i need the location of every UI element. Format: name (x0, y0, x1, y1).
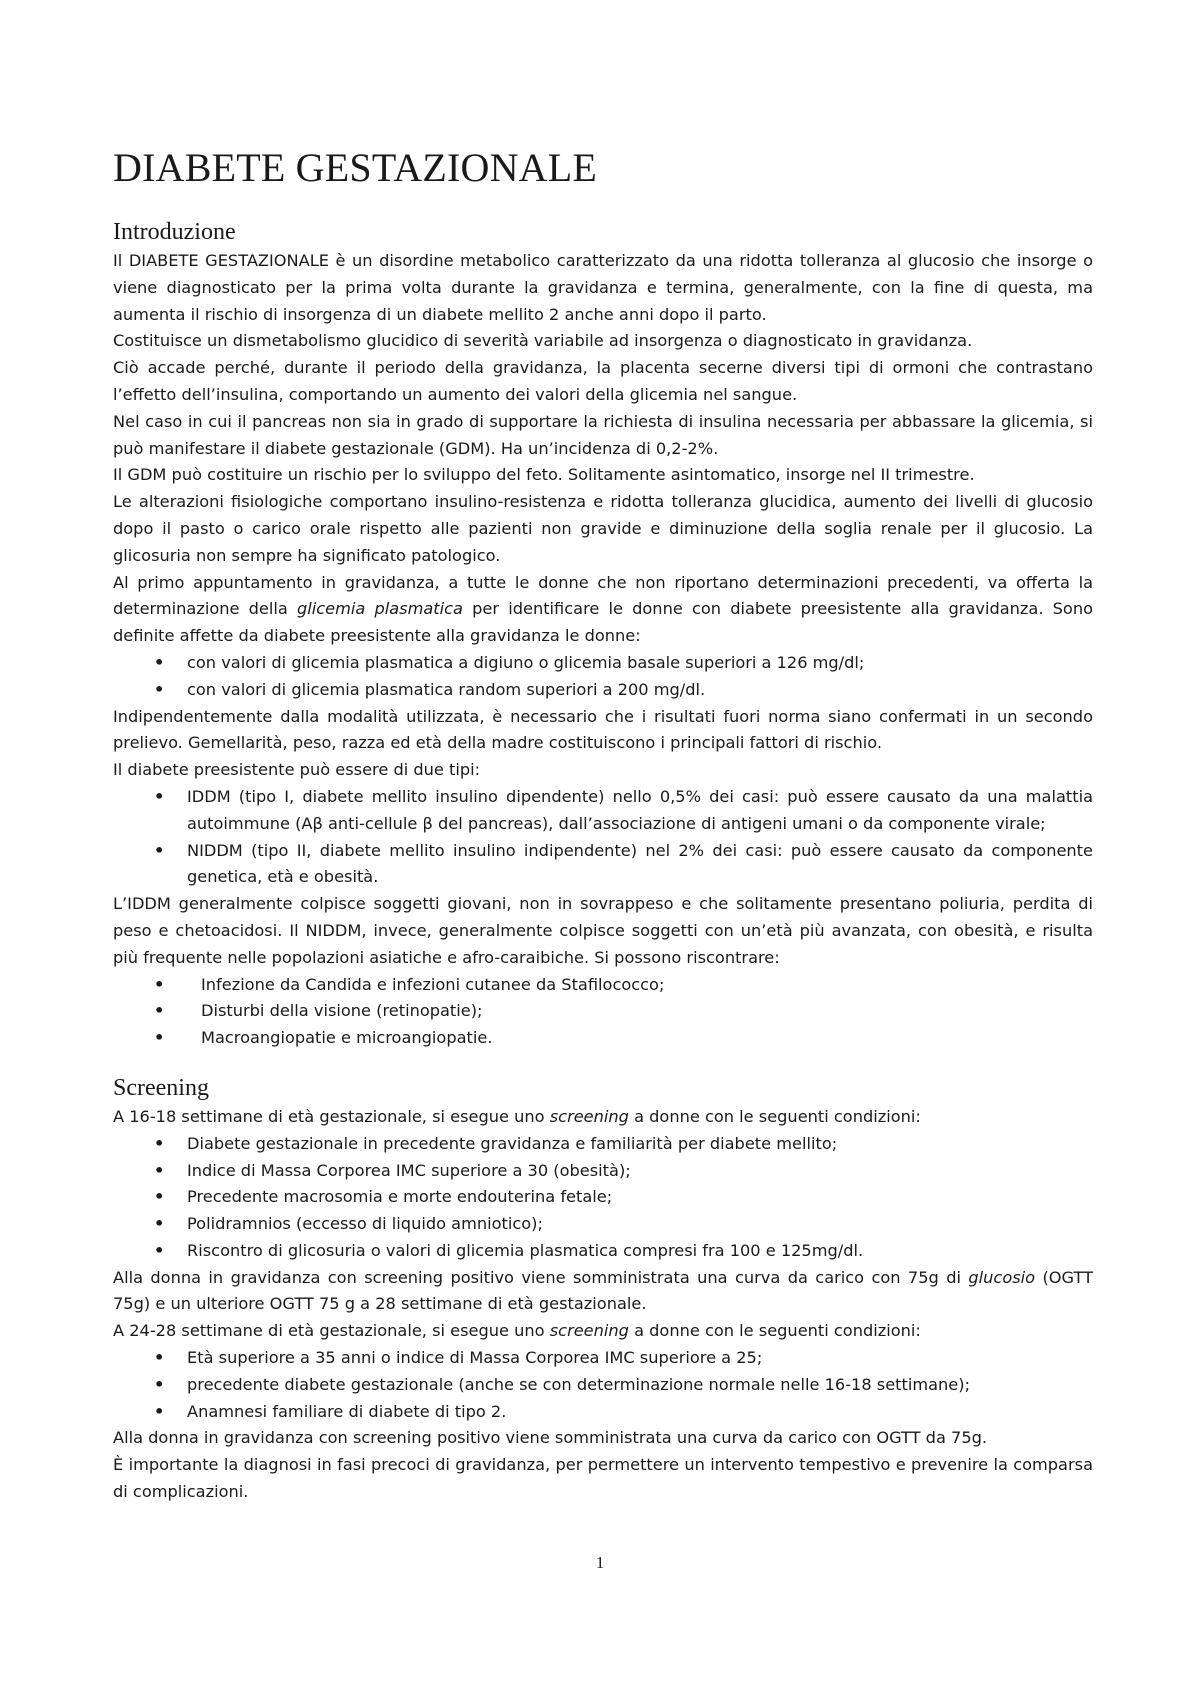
intro-paragraph-due-tipi: Il diabete preesistente può essere di due tipi: (113, 760, 481, 780)
text-run: Alla donna in gravidanza con screening positivo viene somministrata una curva da carico con 75g di (113, 1267, 969, 1287)
list-item-iddm: • IDDM (tipo I, diabete mellito insulino dipendente) nello 0,5% dei casi: può essere causato da una malattia autoimmune (Aβ anti-cellule β del pancreas), dall’associazione di antigeni umani o da componente virale; (113, 784, 1093, 838)
intro-paragraph-dismetabolismo: Costituisce un dismetabolismo glucidico di severità variabile ad insorgenza o diagnosticato in gravidanza. (113, 331, 973, 351)
intro-paragraph-placenta: Ciò accade perché, durante il periodo della gravidanza, la placenta secerne diversi tipi di ormoni che contrastano l’effetto dell’insulina, comportando un aumento dei valori della glicemia nel sangue. (113, 358, 1093, 404)
list-item: • precedente diabete gestazionale (anche se con determinazione normale nelle 16-18 settimane); (113, 1372, 1093, 1399)
text-run: Al primo appuntamento in gravidanza, a tutte le donne che non riportano determinazioni precedenti, va offerta la determinazione della (113, 572, 1093, 619)
section-heading-screening: Screening (113, 1074, 209, 1101)
screening-paragraph-diagnosi-precoce: È importante la diagnosi in fasi precoci di gravidanza, per permettere un intervento tempestivo e prevenire la comparsa di complicazioni. (113, 1455, 1093, 1502)
text-run: a donne con le seguenti condizioni: (628, 1321, 921, 1341)
list-complicanze (113, 972, 1093, 1052)
text-run: A 16-18 settimane di età gestazionale, si esegue uno (113, 1106, 550, 1126)
emphasis-screening: screening (549, 1106, 629, 1126)
screening-paragraph-24-28 (113, 1318, 1093, 1345)
list-item: • con valori di glicemia plasmatica a digiuno o glicemia basale superiori a 126 mg/dl; (113, 650, 1093, 677)
list-item: • con valori di glicemia plasmatica random superiori a 200 mg/dl. (113, 677, 1093, 704)
emphasis-screening: screening (549, 1321, 629, 1341)
section-heading-introduzione: Introduzione (113, 219, 236, 245)
list-item: • Diabete gestazionale in precedente gravidanza e familiarità per diabete mellito; (113, 1131, 1093, 1158)
document-title: DIABETE GESTAZIONALE (113, 145, 598, 190)
intro-paragraph-pancreas: Nel caso in cui il pancreas non sia in grado di supportare la richiesta di insulina necessaria per abbassare la glicemia, si può manifestare il diabete gestazionale (GDM). Ha un’incidenza di 0,2-2%. (113, 411, 1093, 458)
list-item-niddm: • NIDDM (tipo II, diabete mellito insulino indipendente) nel 2% dei casi: può essere causato da componente genetica, età e obesità. (113, 838, 1093, 892)
screening-paragraph-ogtt (113, 1265, 1093, 1319)
intro-paragraph-iddm-niddm: L’IDDM generalmente colpisce soggetti giovani, non in sovrappeso e che solitamente presentano poliuria, perdita di peso e chetoacidosi. Il NIDDM, invece, generalmente colpisce soggetti con un’età più avanzata, con obesità, e risulta più frequente nelle popolazioni asiatiche e afro-caraibiche. Si possono riscontrare: (113, 894, 1093, 967)
text-run: per identificare le donne con diabete preesistente alla gravidanza. Sono definite affette da diabete preesistente alla gravidanza le donne: (113, 599, 1093, 646)
list-diabete-preesistente-criteri (113, 650, 1093, 704)
list-item: • Precedente macrosomia e morte endouterina fetale; (113, 1184, 1093, 1211)
page-number: 1 (595, 1553, 605, 1572)
list-condizioni-24-28 (113, 1345, 1093, 1425)
screening-paragraph-16-18 (113, 1104, 1093, 1131)
list-item: • Polidramnios (eccesso di liquido amniotico); (113, 1211, 1093, 1238)
list-item: • Anamnesi familiare di diabete di tipo 2. (113, 1399, 1093, 1426)
list-item: • Macroangiopatie e microangiopatie. (113, 1025, 1093, 1052)
intro-paragraph-primo-appuntamento (113, 570, 1093, 650)
document-page (113, 130, 1093, 1506)
list-item: • Disturbi della visione (retinopatie); (113, 998, 1093, 1025)
screening-paragraph-ogtt-75g: Alla donna in gravidanza con screening positivo viene somministrata una curva da carico con OGTT da 75g. (113, 1428, 988, 1448)
text-run: (OGTT 75g) e un ulteriore OGTT 75 g a 28 settimane di età gestazionale. (113, 1267, 1093, 1314)
list-item: • Indice di Massa Corporea IMC superiore a 30 (obesità); (113, 1158, 1093, 1185)
intro-paragraph-gdm-risk: Il GDM può costituire un rischio per lo sviluppo del feto. Solitamente asintomatico, insorge nel II trimestre. (113, 465, 975, 485)
list-item: • Età superiore a 35 anni o indice di Massa Corporea IMC superiore a 25; (113, 1345, 1093, 1372)
list-item: • Riscontro di glicosuria o valori di glicemia plasmatica compresi fra 100 e 125mg/dl. (113, 1238, 1093, 1265)
emphasis-glucosio: glucosio (968, 1267, 1036, 1287)
intro-paragraph-indipendentemente: Indipendentemente dalla modalità utilizzata, è necessario che i risultati fuori norma siano confermati in un secondo prelievo. Gemellarità, peso, razza ed età della madre costituiscono i principali fattori di rischio. (113, 706, 1093, 753)
text-run: a donne con le seguenti condizioni: (628, 1106, 921, 1126)
list-condizioni-16-18 (113, 1131, 1093, 1265)
emphasis-glicemia-plasmatica: glicemia plasmatica (296, 599, 463, 619)
intro-paragraph-alterazioni: Le alterazioni fisiologiche comportano insulino-resistenza e ridotta tolleranza glucidica, aumento dei livelli di glucosio dopo il pasto o carico orale rispetto alle pazienti non gravide e diminuzione della soglia renale per il glucosio. La glicosuria non sempre ha significato patologico. (113, 492, 1093, 565)
text-run: A 24-28 settimane di età gestazionale, si esegue uno (113, 1321, 550, 1341)
list-tipi-diabete (113, 784, 1093, 891)
list-item: • Infezione da Candida e infezioni cutanee da Stafilococco; (113, 972, 1093, 999)
intro-paragraph-definition: Il DIABETE GESTAZIONALE è un disordine metabolico caratterizzato da una ridotta tolleranza al glucosio che insorge o viene diagnosticato per la prima volta durante la gravidanza e termina, generalmente, con la fine di questa, ma aumenta il rischio di insorgenza di un diabete mellito 2 anche anni dopo il parto. (113, 251, 1093, 324)
